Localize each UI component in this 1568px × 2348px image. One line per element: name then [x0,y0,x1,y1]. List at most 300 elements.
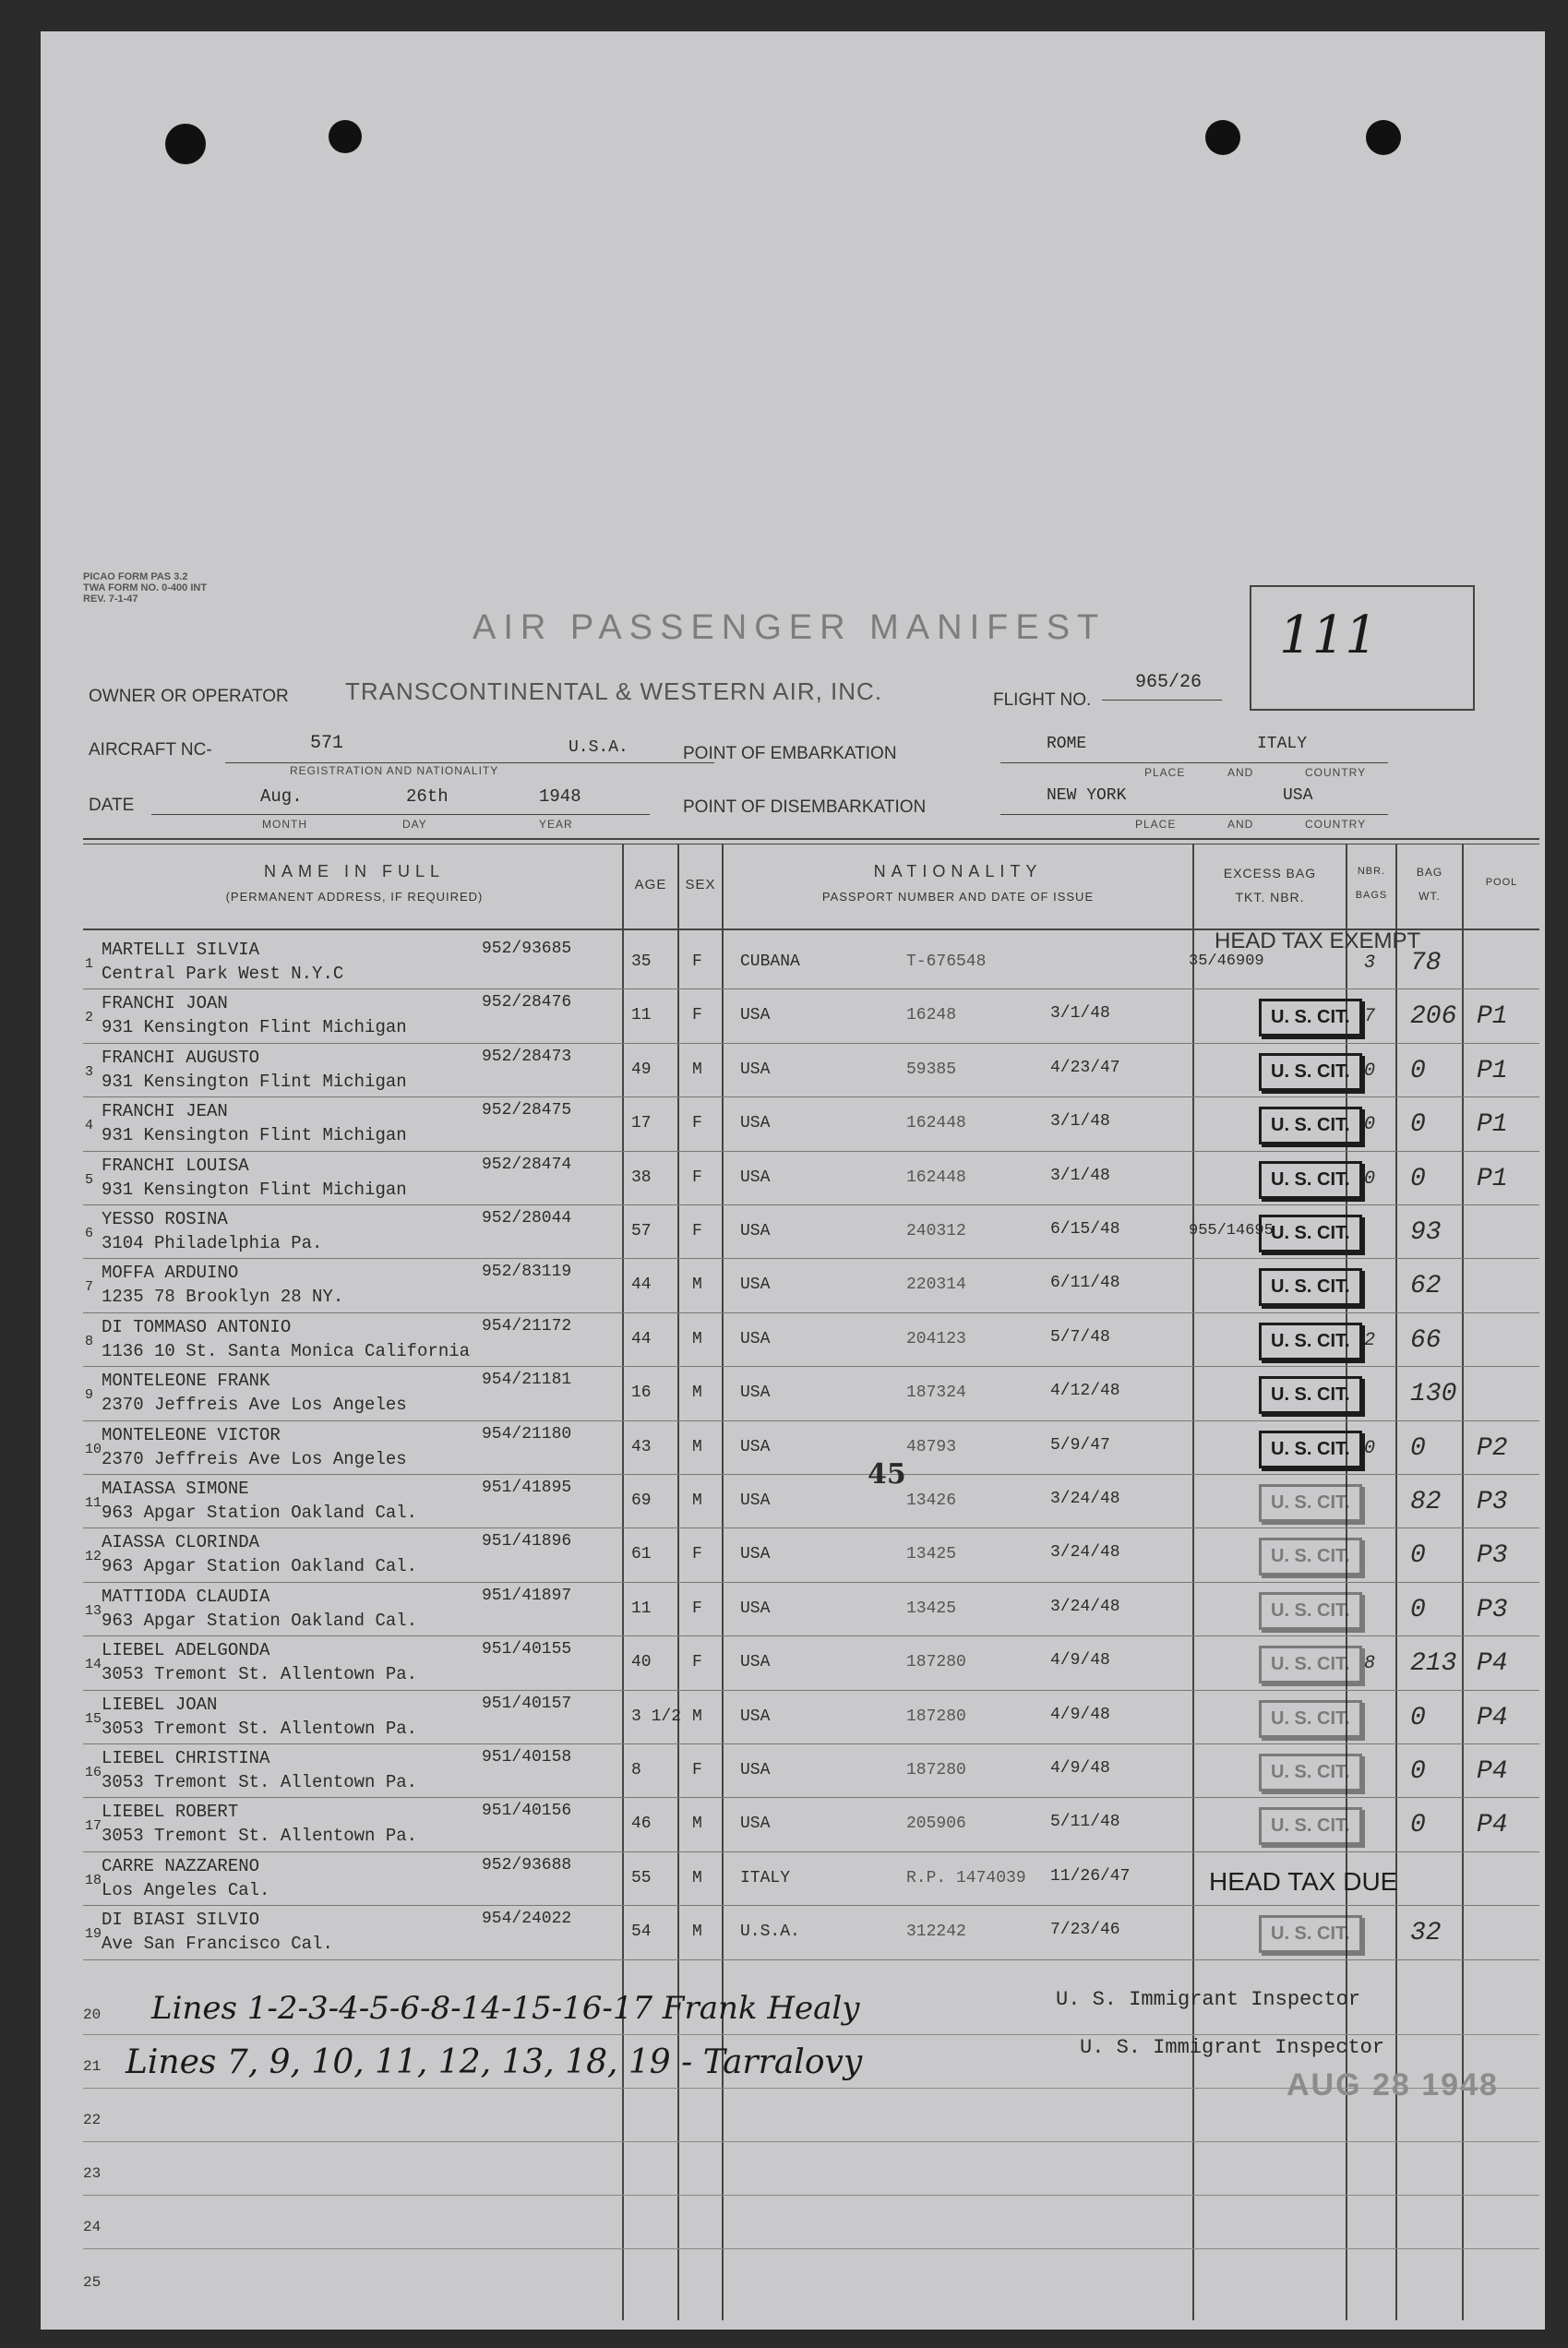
passenger-nationality: USA [740,1060,771,1079]
row-number: 14 [85,1657,102,1673]
passenger-name: LIEBEL ROBERT [102,1802,239,1823]
passenger-nationality: USA [740,1384,771,1403]
passenger-address: 963 Apgar Station Oakland Cal. [102,1610,418,1631]
passport-date: 3/1/48 [1050,1166,1110,1185]
passenger-age: 8 [631,1761,641,1779]
row-number-24: 24 [83,2219,102,2235]
passenger-nationality: U.S.A. [740,1923,800,1942]
form-code-line-2: TWA FORM NO. 0-400 INT [83,582,208,593]
passenger-sex: F [692,1545,702,1564]
table-row [41,1367,1545,1420]
table-row [41,1798,1545,1851]
ticket-number: 951/40158 [482,1748,572,1767]
row-number: 16 [85,1765,102,1780]
passenger-name: FRANCHI LOUISA [102,1155,249,1176]
passenger-sex: F [692,1599,702,1618]
bag-weight: 0 [1410,1056,1426,1085]
col-header-nationality: NATIONALITY [873,862,1043,880]
passenger-name: MAIASSA SIMONE [102,1479,249,1499]
passenger-address: Ave San Francisco Cal. [102,1934,333,1955]
passenger-address: 931 Kensington Flint Michigan [102,1125,407,1146]
flight-label: FLIGHT NO. [993,690,1092,710]
bag-count: 0 [1364,1437,1376,1459]
passport-date: 5/9/47 [1050,1435,1110,1455]
embark-and-caption: AND [1227,766,1254,779]
pool-code: P4 [1477,1811,1508,1840]
passenger-name: MONTELEONE VICTOR [102,1424,281,1445]
form-code-line-3: REV. 7-1-47 [83,593,138,605]
table-row [41,1044,1545,1097]
passport-date: 5/7/48 [1050,1327,1110,1347]
row-number: 12 [85,1549,102,1565]
passport-number: 312242 [906,1923,966,1942]
passenger-age: 38 [631,1168,652,1187]
passport-date: 3/1/48 [1050,1004,1110,1024]
passenger-age: 55 [631,1868,652,1887]
bag-weight: 0 [1410,1541,1426,1571]
ticket-number: 951/40155 [482,1640,572,1659]
passport-date: 4/23/47 [1050,1058,1120,1077]
passenger-nationality: USA [740,1329,771,1348]
row-number-23: 23 [83,2165,102,2182]
passenger-address: Central Park West N.Y.C [102,964,344,984]
passenger-nationality: USA [740,1276,771,1295]
row-number: 11 [85,1495,102,1511]
col-header-name: NAME IN FULL [263,862,446,880]
ticket-number: 952/93685 [482,940,572,958]
row-number: 6 [85,1226,94,1241]
ticket-number: 952/28475 [482,1101,572,1120]
passenger-name: LIEBEL CHRISTINA [102,1748,270,1768]
passport-number: R.P. 1474039 [906,1868,1026,1887]
us-cit-stamp: U. S. CIT. [1259,1484,1362,1522]
passenger-address: 1235 78 Brooklyn 28 NY. [102,1287,344,1308]
passenger-age: 61 [631,1545,652,1564]
passenger-sex: F [692,1114,702,1133]
excess-ticket: 955/14695 [1189,1222,1274,1240]
pool-code: P2 [1477,1433,1508,1463]
col-header-age: AGE [634,877,667,892]
disembark-and-caption: AND [1227,818,1254,831]
table-row [41,1421,1545,1475]
bag-weight: 0 [1410,1433,1426,1463]
ticket-number: 951/41895 [482,1479,572,1497]
passenger-sex: F [692,1168,702,1187]
ticket-number: 951/40156 [482,1802,572,1821]
aircraft-nationality: U.S.A. [569,738,628,757]
pool-code: P1 [1477,1002,1508,1032]
bag-weight: 0 [1410,1164,1426,1193]
passenger-nationality: USA [740,1168,771,1187]
pool-code: P4 [1477,1757,1508,1786]
row-divider [83,1959,1539,1960]
passenger-nationality: USA [740,1222,771,1240]
row-number: 13 [85,1602,102,1619]
passenger-nationality: USA [740,1491,771,1510]
passenger-name: CARRE NAZZARENO [102,1855,260,1876]
manifest-number: 111 [1279,605,1378,665]
row-line-22 [83,2141,1539,2142]
row-number: 5 [85,1171,94,1188]
row-number: 4 [85,1118,94,1134]
us-cit-stamp: U. S. CIT. [1259,1215,1362,1252]
row-number: 15 [85,1710,102,1727]
passenger-address: 3053 Tremont St. Allentown Pa. [102,1772,418,1792]
pool-code: P1 [1477,1110,1508,1140]
embark-country: ITALY [1257,735,1308,753]
year-caption: YEAR [539,818,573,831]
row-line-24 [83,2248,1539,2249]
pool-code: P4 [1477,1703,1508,1732]
passenger-name: DI TOMMASO ANTONIO [102,1316,292,1337]
table-row [41,1636,1545,1690]
passenger-name: AIASSA CLORINDA [102,1532,260,1553]
passport-number: 13426 [906,1491,957,1510]
date-day: 26th [406,786,449,807]
passenger-age: 44 [631,1276,652,1295]
row-number: 7 [85,1279,94,1296]
us-cit-stamp: U. S. CIT. [1259,1268,1362,1306]
passenger-address: 3053 Tremont St. Allentown Pa. [102,1718,418,1739]
aircraft-underline [225,762,714,763]
col-header-nbr-sub: BAGS [1355,890,1388,901]
passenger-address: 931 Kensington Flint Michigan [102,1071,407,1092]
passenger-name: MATTIODA CLAUDIA [102,1586,270,1607]
passenger-sex: M [692,1384,702,1403]
us-cit-stamp: U. S. CIT. [1259,1376,1362,1414]
bag-count: 0 [1364,1114,1376,1136]
passport-number: T-676548 [906,952,987,971]
disembark-place-caption: PLACE [1135,818,1177,831]
passport-number: 187280 [906,1761,966,1779]
row-number: 17 [85,1818,102,1835]
row-number-20: 20 [83,2007,102,2023]
bag-weight: 0 [1410,1110,1426,1140]
passport-date: 3/24/48 [1050,1543,1120,1563]
passport-number: 187280 [906,1707,966,1726]
passenger-sex: F [692,1761,702,1779]
passport-number: 220314 [906,1276,966,1295]
table-row [41,1097,1545,1151]
ticket-number: 954/24022 [482,1910,572,1929]
bag-count: 8 [1364,1653,1376,1675]
passenger-sex: M [692,1329,702,1348]
embark-underline [1000,762,1388,763]
row-number: 19 [85,1926,102,1943]
passport-number: 187324 [906,1384,966,1403]
registration-caption: REGISTRATION AND NATIONALITY [290,764,499,777]
punch-hole-left-2 [329,120,362,153]
date-month: Aug. [260,786,303,807]
row-number: 2 [85,1010,94,1026]
bag-count: 7 [1364,1006,1376,1028]
aircraft-label: AIRCRAFT NC- [89,740,212,760]
us-cit-stamp: U. S. CIT. [1259,1053,1362,1091]
passenger-age: 54 [631,1923,652,1942]
pool-code: P1 [1477,1056,1508,1085]
disembark-label: POINT OF DISEMBARKATION [683,797,927,817]
passenger-sex: F [692,1653,702,1672]
bag-count: 2 [1364,1329,1376,1351]
bag-weight: 93 [1410,1218,1442,1247]
passenger-address: 2370 Jeffreis Ave Los Angeles [102,1395,407,1416]
ticket-number: 952/83119 [482,1263,572,1282]
punch-hole-right-1 [1205,120,1240,155]
us-cit-stamp: U. S. CIT. [1259,999,1362,1036]
bag-weight: 66 [1410,1325,1442,1355]
row-number: 9 [85,1387,94,1404]
page-title: AIR PASSENGER MANIFEST [473,608,1107,647]
passenger-age: 40 [631,1653,652,1672]
row-number: 10 [85,1441,102,1457]
passport-number: 59385 [906,1060,957,1079]
ticket-number: 952/93688 [482,1855,572,1875]
table-row [41,1259,1545,1312]
bag-weight: 62 [1410,1272,1442,1301]
passenger-name: YESSO ROSINA [102,1209,228,1229]
passenger-age: 17 [631,1114,652,1133]
passenger-nationality: CUBANA [740,952,800,971]
ticket-number: 954/21180 [482,1424,572,1444]
passenger-sex: M [692,1491,702,1510]
passenger-name: MONTELEONE FRANK [102,1371,270,1392]
passport-date: 4/9/48 [1050,1705,1110,1724]
date-label: DATE [89,796,135,815]
inspector-note-line-21: Lines 7, 9, 10, 11, 12, 13, 18, 19 - Tarralovy [126,2043,863,2081]
us-cit-stamp: U. S. CIT. [1259,1107,1362,1144]
table-top-border [83,838,1539,840]
passenger-age: 35 [631,952,652,971]
passenger-sex: F [692,1222,702,1240]
passenger-nationality: USA [740,1599,771,1618]
ticket-number: 952/28476 [482,993,572,1012]
ticket-number: 952/28044 [482,1209,572,1228]
passenger-age: 11 [631,1599,652,1618]
passenger-age: 57 [631,1222,652,1240]
disembark-underline [1000,814,1388,815]
disembark-country: USA [1283,786,1313,805]
embark-place-caption: PLACE [1144,766,1186,779]
passenger-age: 11 [631,1006,652,1025]
passenger-sex: M [692,1437,702,1456]
count-note: 45 [868,1458,906,1491]
passenger-address: 963 Apgar Station Oakland Cal. [102,1556,418,1577]
passenger-name: LIEBEL JOAN [102,1694,218,1715]
bag-weight: 0 [1410,1595,1426,1624]
passport-date: 5/11/48 [1050,1813,1120,1832]
passport-date: 7/23/46 [1050,1921,1120,1940]
passenger-sex: M [692,1276,702,1295]
date-received-stamp: AUG 28 1948 [1287,2067,1499,2102]
passport-number: 48793 [906,1437,957,1456]
bag-weight: 206 [1410,1002,1457,1032]
table-row [41,1205,1545,1259]
passenger-sex: M [692,1060,702,1079]
us-cit-stamp: U. S. CIT. [1259,1592,1362,1630]
passenger-age: 3 1/2 [631,1707,682,1726]
passport-date: 3/24/48 [1050,1597,1120,1616]
disembark-place: NEW YORK [1047,786,1127,805]
punch-hole-left-1 [165,124,206,164]
bag-weight: 130 [1410,1380,1457,1409]
passport-number: 13425 [906,1545,957,1564]
owner-label: OWNER OR OPERATOR [89,687,289,706]
ticket-number: 954/21172 [482,1316,572,1336]
bag-weight: 82 [1410,1488,1442,1516]
us-cit-stamp: U. S. CIT. [1259,1915,1362,1953]
embark-place: ROME [1047,735,1087,753]
passport-number: 16248 [906,1006,957,1025]
passenger-address: 931 Kensington Flint Michigan [102,1017,407,1038]
passport-date: 4/12/48 [1050,1382,1120,1401]
row-number: 3 [85,1063,94,1080]
col-header-excess-sub: TKT. NBR. [1235,890,1305,904]
row-line-20 [83,2034,1539,2035]
table-row [41,1152,1545,1205]
pool-code: P3 [1477,1541,1508,1571]
passport-date: 4/9/48 [1050,1651,1110,1671]
embark-country-caption: COUNTRY [1305,766,1367,779]
ticket-number: 952/28473 [482,1047,572,1066]
passenger-sex: M [692,1815,702,1834]
us-cit-stamp: HEAD TAX DUE [1209,1866,1398,1896]
passenger-sex: M [692,1707,702,1726]
bag-count: 3 [1364,952,1376,974]
passenger-name: LIEBEL ADELGONDA [102,1640,270,1661]
col-header-pool: POOL [1485,877,1518,888]
passenger-name: FRANCHI JOAN [102,993,228,1014]
passenger-name: MARTELLI SILVIA [102,940,260,960]
head-tax-exempt-note: HEAD TAX EXEMPT [1215,928,1421,953]
passenger-nationality: USA [740,1761,771,1779]
passport-number: 187280 [906,1653,966,1672]
passenger-name: FRANCHI JEAN [102,1101,228,1122]
passport-number: 205906 [906,1815,966,1834]
bag-weight: 0 [1410,1757,1426,1786]
passport-date: 6/11/48 [1050,1274,1120,1293]
punch-hole-right-2 [1366,120,1401,155]
passenger-address: 3053 Tremont St. Allentown Pa. [102,1664,418,1685]
us-cit-stamp: U. S. CIT. [1259,1161,1362,1199]
us-cit-stamp: U. S. CIT. [1259,1646,1362,1683]
passenger-sex: F [692,952,702,971]
passport-date: 3/1/48 [1050,1112,1110,1132]
us-cit-stamp: U. S. CIT. [1259,1754,1362,1791]
passenger-nationality: USA [740,1707,771,1726]
row-number-25: 25 [83,2274,102,2291]
manifest-sheet [41,31,1545,2330]
inspector-caption-1: U. S. Immigrant Inspector [1056,1988,1361,2011]
table-row [41,1906,1545,1959]
ticket-number: 951/40157 [482,1694,572,1713]
table-row [41,1313,1545,1367]
owner-value: TRANSCONTINENTAL & WESTERN AIR, INC. [345,677,883,705]
bag-weight: 32 [1410,1919,1442,1948]
row-number-22: 22 [83,2112,102,2128]
passenger-age: 46 [631,1815,652,1834]
ticket-number: 951/41897 [482,1586,572,1605]
table-row [41,1852,1545,1906]
col-header-name-sub: (PERMANENT ADDRESS, IF REQUIRED) [225,890,484,904]
passport-date: 6/15/48 [1050,1220,1120,1239]
passenger-nationality: ITALY [740,1868,791,1887]
inspector-caption-2: U. S. Immigrant Inspector [1080,2036,1385,2059]
col-header-nationality-sub: PASSPORT NUMBER AND DATE OF ISSUE [821,890,1095,904]
us-cit-stamp: U. S. CIT. [1259,1700,1362,1738]
form-code [83,571,207,605]
row-line-23 [83,2195,1539,2196]
ticket-number: 952/28474 [482,1155,572,1174]
aircraft-value: 571 [310,733,344,754]
passport-date: 4/9/48 [1050,1759,1110,1778]
passenger-address: 3104 Philadelphia Pa. [102,1233,323,1253]
passenger-address: 963 Apgar Station Oakland Cal. [102,1503,418,1523]
table-row [41,1691,1545,1744]
passenger-nationality: USA [740,1437,771,1456]
flight-value: 965/26 [1135,672,1203,693]
passenger-age: 43 [631,1437,652,1456]
table-row [41,1475,1545,1528]
passenger-age: 16 [631,1384,652,1403]
us-cit-stamp: U. S. CIT. [1259,1807,1362,1845]
passport-date: 3/24/48 [1050,1490,1120,1508]
us-cit-stamp: U. S. CIT. [1259,1538,1362,1575]
inspector-note-line-20: Lines 1-2-3-4-5-6-8-14-15-16-17 Frank Healy [151,1990,860,2027]
row-number: 8 [85,1333,94,1349]
pool-code: P4 [1477,1649,1508,1679]
ticket-number: 954/21181 [482,1371,572,1390]
passenger-nationality: USA [740,1815,771,1834]
passenger-address: 1136 10 St. Santa Monica California [102,1340,471,1361]
day-caption: DAY [402,818,427,831]
passenger-address: 3053 Tremont St. Allentown Pa. [102,1826,418,1847]
passport-number: 162448 [906,1168,966,1187]
col-header-nbr: NBR. [1357,866,1386,877]
passenger-nationality: USA [740,1114,771,1133]
passenger-sex: M [692,1868,702,1887]
date-year: 1948 [539,786,581,807]
passenger-name: DI BIASI SILVIO [102,1910,260,1931]
date-underline [151,814,650,815]
month-caption: MONTH [262,818,307,831]
passenger-nationality: USA [740,1653,771,1672]
passenger-name: MOFFA ARDUINO [102,1263,239,1284]
us-cit-stamp: U. S. CIT. [1259,1431,1362,1468]
disembark-country-caption: COUNTRY [1305,818,1367,831]
table-top-border-2 [83,844,1539,845]
passport-number: 204123 [906,1329,966,1348]
bag-weight: 213 [1410,1649,1457,1679]
row-number-21: 21 [83,2058,102,2075]
passenger-sex: F [692,1006,702,1025]
pool-code: P1 [1477,1164,1508,1193]
excess-ticket: 35/46909 [1189,952,1264,970]
passenger-name: FRANCHI AUGUSTO [102,1047,260,1068]
passenger-nationality: USA [740,1006,771,1025]
passport-date: 11/26/47 [1050,1866,1131,1886]
table-row [41,1528,1545,1582]
passenger-address: Los Angeles Cal. [102,1879,270,1900]
pool-code: P3 [1477,1595,1508,1624]
bag-count: 0 [1364,1060,1376,1082]
passenger-nationality: USA [740,1545,771,1564]
passport-number: 240312 [906,1222,966,1240]
table-row [41,989,1545,1043]
col-header-bag: BAG [1416,866,1443,879]
passport-number: 162448 [906,1114,966,1133]
col-header-excess: EXCESS BAG [1223,866,1317,880]
form-code-line-1: PICAO FORM PAS 3.2 [83,571,188,582]
